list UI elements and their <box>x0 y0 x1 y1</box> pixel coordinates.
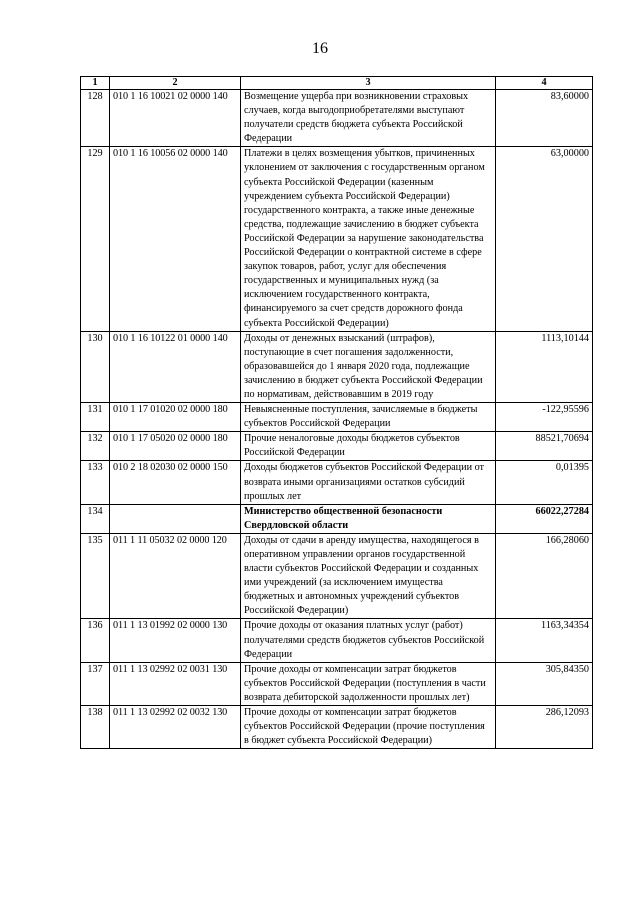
revenue-name-cell: Невыясненные поступления, зачисляемые в бюджеты субъектов Российской Федерации <box>241 403 496 432</box>
table-row <box>81 432 593 461</box>
row-number-cell: 129 <box>81 147 110 331</box>
amount-cell: 88521,70694 <box>496 432 593 461</box>
revenue-name-cell: Возмещение ущерба при возникновении страховых случаев, когда выгодоприобретателями выступают получатели средств бюджета субъекта Российской Федерации <box>241 90 496 147</box>
revenue-name-cell: Платежи в целях возмещения убытков, причиненных уклонением от заключения с государственным органом субъекта Российской Федерации (казенным учреждением субъекта Российской Федерации) государственного контракта, а также иные денежные средства, подлежащие зачислению в бюджет субъекта Российской Федерации за нарушение законодательства Российской Федерации о контрактной системе в сфере закупок товаров, работ, услуг для обеспечения государственных и муниципальных нужд (за исключением государственного контракта, финансируемого за счет средств дорожного фонда субъекта Российской Федерации) <box>241 147 496 331</box>
row-number-cell: 137 <box>81 662 110 705</box>
budget-code-cell: 011 1 13 02992 02 0031 130 <box>110 662 241 705</box>
amount-cell: 1113,10144 <box>496 331 593 402</box>
budget-code-cell: 011 1 11 05032 02 0000 120 <box>110 533 241 619</box>
row-number-cell: 138 <box>81 706 110 749</box>
amount-cell: 0,01395 <box>496 461 593 504</box>
row-number-cell: 132 <box>81 432 110 461</box>
row-number-cell: 135 <box>81 533 110 619</box>
budget-code-cell: 010 1 16 10056 02 0000 140 <box>110 147 241 331</box>
budget-code-cell: 010 1 17 01020 02 0000 180 <box>110 403 241 432</box>
table-row <box>81 504 593 533</box>
amount-cell: 83,60000 <box>496 90 593 147</box>
table-row <box>81 706 593 749</box>
budget-code-cell: 010 2 18 02030 02 0000 150 <box>110 461 241 504</box>
table-row <box>81 619 593 662</box>
budget-code-cell: 010 1 16 10021 02 0000 140 <box>110 90 241 147</box>
table-row <box>81 662 593 705</box>
row-number-cell: 130 <box>81 331 110 402</box>
revenue-name-cell: Прочие доходы от компенсации затрат бюджетов субъектов Российской Федерации (прочие поступления в бюджет субъекта Российской Федерации) <box>241 706 496 749</box>
revenue-name-cell: Прочие неналоговые доходы бюджетов субъектов Российской Федерации <box>241 432 496 461</box>
budget-code-cell: 011 1 13 01992 02 0000 130 <box>110 619 241 662</box>
revenue-name-cell: Доходы бюджетов субъектов Российской Федерации от возврата иными организациями остатков субсидий прошлых лет <box>241 461 496 504</box>
table-row <box>81 90 593 147</box>
column-header-3: 3 <box>241 77 496 90</box>
amount-cell: 286,12093 <box>496 706 593 749</box>
amount-cell: 63,00000 <box>496 147 593 331</box>
page-number: 16 <box>312 40 328 57</box>
amount-cell: 1163,34354 <box>496 619 593 662</box>
amount-cell: 66022,27284 <box>496 504 593 533</box>
row-number-cell: 136 <box>81 619 110 662</box>
budget-code-cell: 010 1 16 10122 01 0000 140 <box>110 331 241 402</box>
row-number-cell: 133 <box>81 461 110 504</box>
revenue-table <box>80 76 593 749</box>
row-number-cell: 134 <box>81 504 110 533</box>
column-header-2: 2 <box>110 77 241 90</box>
revenue-name-cell: Прочие доходы от компенсации затрат бюджетов субъектов Российской Федерации (поступления в части возврата дебиторской задолженности прошлых лет) <box>241 662 496 705</box>
table-body <box>81 90 593 749</box>
column-header-1: 1 <box>81 77 110 90</box>
revenue-name-cell: Доходы от денежных взысканий (штрафов), поступающие в счет погашения задолженности, образовавшейся до 1 января 2020 года, подлежащие зачислению в бюджет субъекта Российской Федерации по нормативам, действовавшим в 2019 году <box>241 331 496 402</box>
table-header-row <box>81 77 593 90</box>
amount-cell: 166,28060 <box>496 533 593 619</box>
budget-code-cell <box>110 504 241 533</box>
revenue-name-cell: Министерство общественной безопасности Свердловской области <box>241 504 496 533</box>
table-row <box>81 533 593 619</box>
column-header-4: 4 <box>496 77 593 90</box>
amount-cell: -122,95596 <box>496 403 593 432</box>
table-row <box>81 147 593 331</box>
budget-code-cell: 011 1 13 02992 02 0032 130 <box>110 706 241 749</box>
row-number-cell: 131 <box>81 403 110 432</box>
revenue-name-cell: Прочие доходы от оказания платных услуг (работ) получателями средств бюджетов субъектов Российской Федерации <box>241 619 496 662</box>
table-row <box>81 461 593 504</box>
revenue-name-cell: Доходы от сдачи в аренду имущества, находящегося в оперативном управлении органов государственной власти субъектов Российской Федерации и созданных ими учреждений (за исключением имущества бюджетных и автономных учреждений субъектов Российской Федерации) <box>241 533 496 619</box>
row-number-cell: 128 <box>81 90 110 147</box>
table-row <box>81 331 593 402</box>
table-row <box>81 403 593 432</box>
budget-code-cell: 010 1 17 05020 02 0000 180 <box>110 432 241 461</box>
amount-cell: 305,84350 <box>496 662 593 705</box>
